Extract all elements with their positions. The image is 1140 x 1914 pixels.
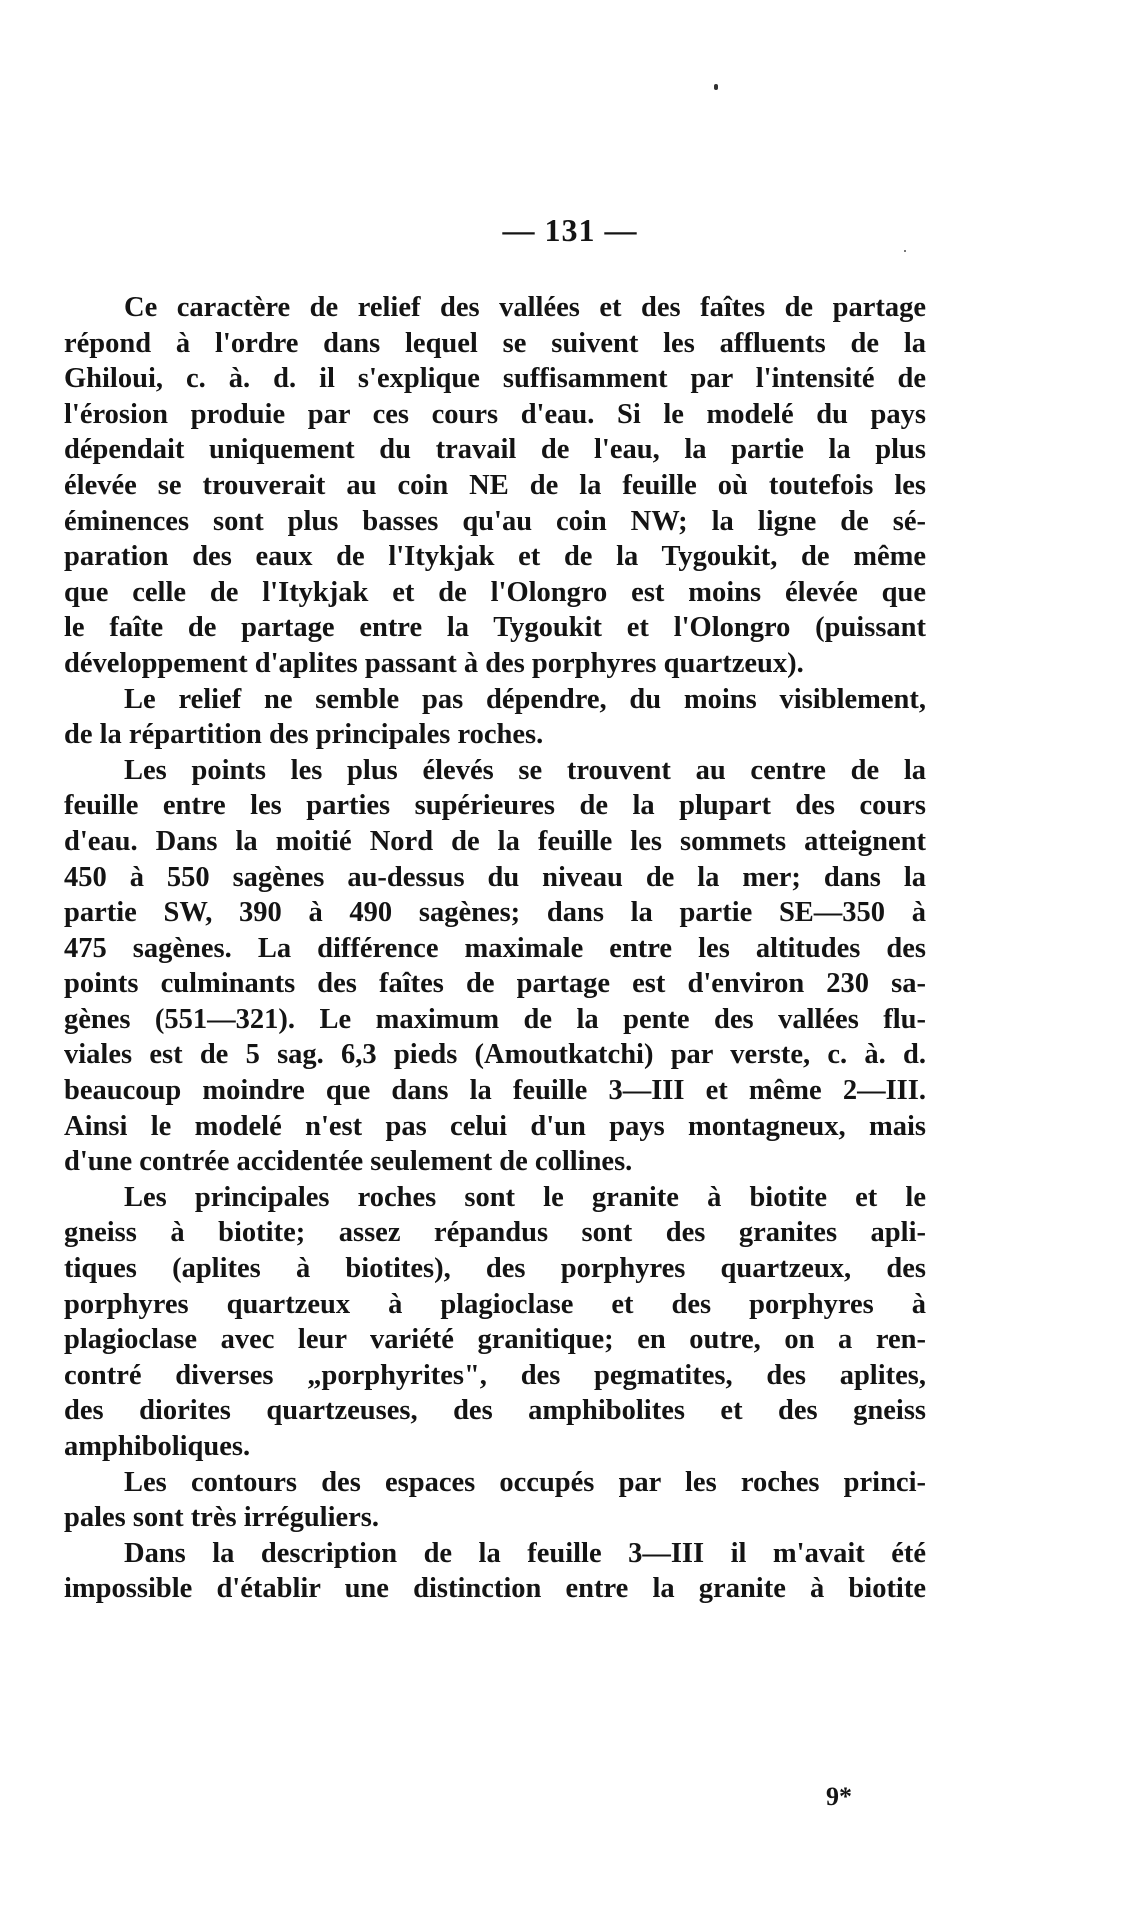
text-line: beaucoup moindre que dans la feuille 3—III et même 2—III. [64, 1075, 926, 1107]
print-speck [904, 250, 906, 252]
text-line: gènes (551—321). Le maximum de la pente des vallées flu- [64, 1003, 926, 1035]
text-line: Dans la description de la feuille 3—III il m'avait été [124, 1537, 926, 1569]
text-line: élevée se trouverait au coin NE de la feuille où toutefois les [64, 469, 926, 501]
print-speck [714, 84, 718, 90]
text-line: paration des eaux de l'Itykjak et de la Tygoukit, de même [64, 541, 926, 573]
text-line: porphyres quartzeux à plagioclase et des porphyres à [64, 1288, 926, 1320]
text-line: points culminants des faîtes de partage est d'environ 230 sa- [64, 968, 926, 1000]
text-line: impossible d'établir une distinction entre la granite à biotite [64, 1573, 926, 1605]
text-line: amphiboliques. [64, 1431, 251, 1462]
text-line: Le relief ne semble pas dépendre, du moins visiblement, [124, 683, 926, 715]
text-line: 450 à 550 sagènes au-dessus du niveau de la mer; dans la [64, 861, 926, 893]
text-line: tiques (aplites à biotites), des porphyres quartzeux, des [64, 1253, 926, 1285]
text-line: Ce caractère de relief des vallées et des faîtes de partage [124, 292, 926, 323]
text-line: d'une contrée accidentée seulement de collines. [64, 1146, 633, 1178]
paragraph [64, 1536, 926, 1607]
text-line: que celle de l'Itykjak et de l'Olongro est moins élevée que [64, 576, 926, 608]
paragraph [64, 290, 926, 682]
paragraph [64, 682, 926, 753]
text-line: des diorites quartzeuses, des amphibolites et des gneiss [64, 1395, 926, 1427]
text-line: l'érosion produie par ces cours d'eau. Si le modelé du pays [64, 398, 926, 430]
text-line: pales sont très irréguliers. [64, 1502, 380, 1534]
paragraph [64, 1465, 926, 1536]
page-number: — 131 — [502, 212, 638, 248]
text-line: 475 sagènes. La différence maximale entre les altitudes des [64, 932, 926, 964]
text-line: le faîte de partage entre la Tygoukit et l'Olongro (puissant [64, 612, 926, 644]
text-line: répond à l'ordre dans lequel se suivent les affluents de la [64, 327, 926, 359]
text-line: plagioclase avec leur variété granitique; en outre, on a ren- [64, 1324, 926, 1356]
paragraph [64, 1180, 926, 1465]
text-line: dépendait uniquement du travail de l'eau, la partie la plus [64, 434, 926, 466]
text-line: Ghiloui, c. à. d. il s'explique suffisamment par l'intensité de [64, 363, 926, 395]
text-line: d'eau. Dans la moitié Nord de la feuille les sommets atteignent [64, 825, 926, 857]
text-line: viales est de 5 sag. 6,3 pieds (Amoutkatchi) par verste, c. à. d. [64, 1039, 926, 1071]
text-line: Ainsi le modelé n'est pas celui d'un pays montagneux, mais [64, 1110, 926, 1142]
text-line: Les principales roches sont le granite à biotite et le [124, 1181, 926, 1213]
text-line: feuille entre les parties supérieures de la plupart des cours [64, 790, 926, 822]
text-line: partie SW, 390 à 490 sagènes; dans la partie SE—350 à [64, 897, 926, 929]
text-line: gneiss à biotite; assez répandus sont des granites apli- [64, 1217, 926, 1249]
text-line: développement d'aplites passant à des porphyres quartzeux). [64, 647, 804, 679]
body-text [64, 290, 926, 1607]
signature-mark: 9* [826, 1782, 852, 1811]
paragraph [64, 753, 926, 1180]
text-line: éminences sont plus basses qu'au coin NW; la ligne de sé- [64, 505, 926, 537]
text-line: de la répartition des principales roches. [64, 719, 544, 751]
text-line: Les points les plus élevés se trouvent au centre de la [124, 754, 926, 786]
text-line: Les contours des espaces occupés par les roches princi- [124, 1466, 926, 1498]
text-line: contré diverses „porphyrites", des pegmatites, des aplites, [64, 1359, 926, 1391]
